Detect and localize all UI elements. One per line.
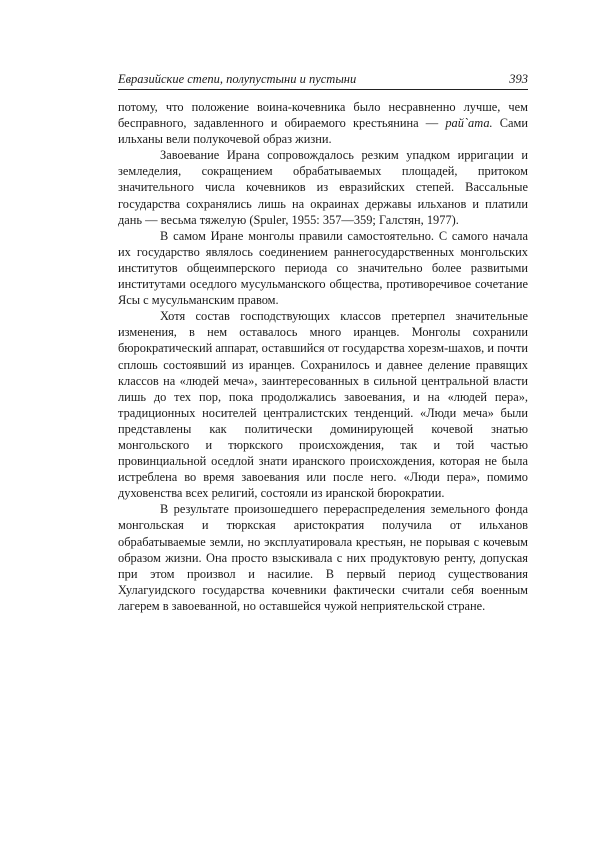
italic-term: рай`ата. — [445, 116, 493, 131]
running-header — [118, 71, 528, 90]
paragraph-text: потому, что положение воина-кочевника было несравненно лучше, чем бесправного, задавленного и обираемого крестьянина — — [118, 100, 528, 131]
page-number: 393 — [509, 72, 528, 86]
paragraph-text: Сами ильханы вели полукочевой образ жизни. — [118, 116, 528, 147]
paragraph-continuation — [118, 99, 528, 147]
paragraph: В самом Иране монголы правили самостоятельно. С самого начала их государство являлось соединением раннегосударственных монгольских институтов общеимперского периода со значительно более развитыми институтами оседлого мусульманского общества, противоречивое сочетание Ясы с мусульманским правом. — [118, 228, 528, 308]
body-text — [118, 99, 528, 614]
running-title: Евразийские степи, полупустыни и пустыни — [118, 72, 357, 86]
paragraph: В результате произошедшего перераспределения земельного фонда монгольская и тюркская аристократия получила от ильханов обрабатываемые земли, но эксплуатировала крестьян, не порывая с кочевым образом жизни. Она просто взыскивала с них продуктовую ренту, допуская при этом произвол и насилие. В первый период существования Хулагуидского государства кочевники фактически считали себя военным лагерем в завоеванной, но оставшейся чужой неприятельской стране. — [118, 502, 528, 613]
paragraph: Хотя состав господствующих классов претерпел значительные изменения, в нем оставалось много иранцев. Монголы сохранили бюрократический аппарат, оставшийся от государства хорезм-шахов, и почти сплошь состоявший из иранцев. Сохранилось и давнее деление правящих классов на «людей меча», заинтересованных в сильной центральной власти лишь до тех пор, пока продолжались завоевания, и на «людей пера», традиционных носителей централистских тенденций. «Люди меча» были представлены как политически доминирующей кочевой знатью монгольского и тюркского происхождения, так и той частью провинциальной оседлой знати иранского происхождения, которая не была истреблена во время завоевания или после него. «Люди пера», помимо духовенства всех религий, состояли из иранской бюрократии. — [118, 309, 528, 501]
paragraph: Завоевание Ирана сопровождалось резким упадком ирригации и земледелия, сокращением обрабатываемых площадей, притоком значительного числа кочевников из евразийских степей. Вассальные государства сохранялись лишь на окраинах державы ильханов и платили дань — весьма тяжелую (Spuler, 1955: 357—359; Галстян, 1977). — [118, 148, 528, 227]
